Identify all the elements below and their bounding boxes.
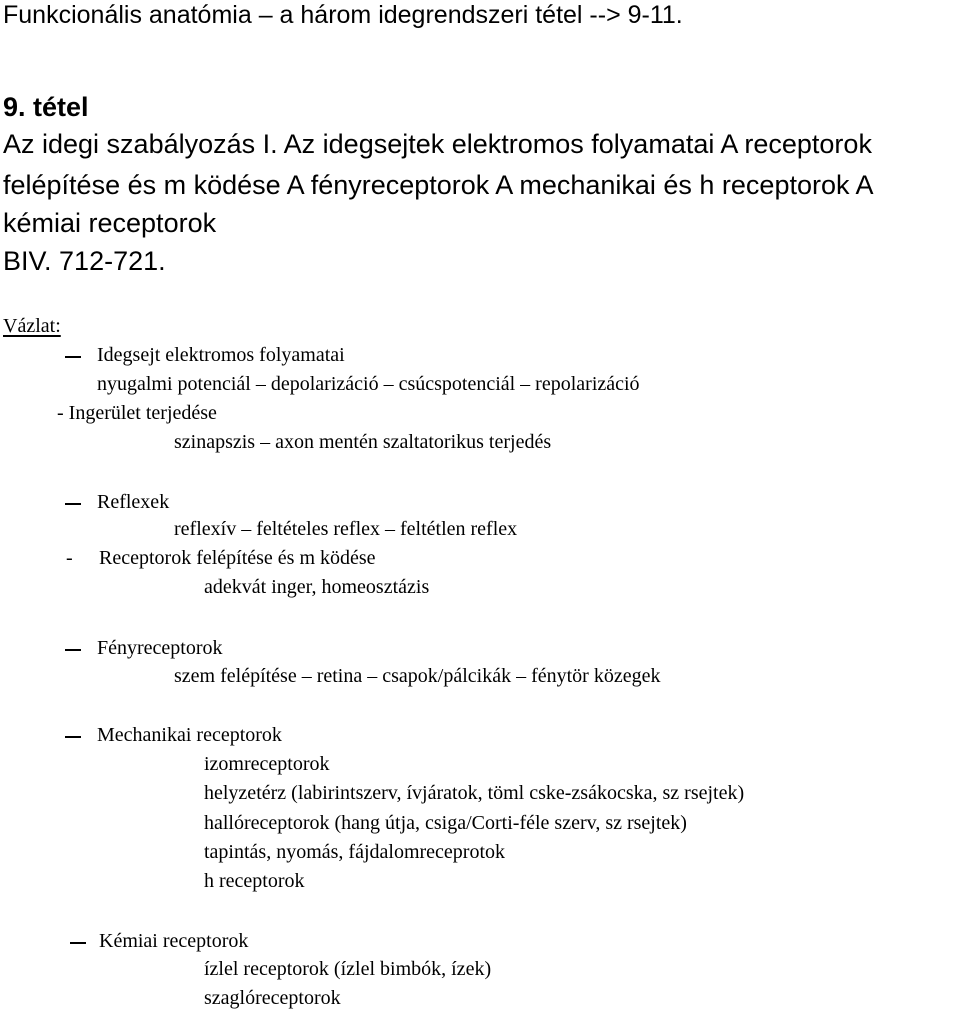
outline-item-title: Mechanikai receptorok xyxy=(97,724,282,746)
bullet-dash xyxy=(65,736,81,738)
page-reference: BIV. 712-721. xyxy=(3,246,166,276)
outline-item-detail: reflexív – feltételes reflex – feltétlen reflex xyxy=(174,518,518,540)
outline-item-detail: helyzetérz (labirintszerv, ívjáratok, töml cske-zsákocska, sz rsejtek) xyxy=(204,782,745,804)
outline-item-title: Fényreceptorok xyxy=(97,637,223,659)
outline-label: Vázlat: xyxy=(3,315,61,337)
outline-item-detail: adekvát inger, homeosztázis xyxy=(204,576,430,598)
outline-item-detail: h receptorok xyxy=(204,870,305,892)
bullet-dash xyxy=(70,942,86,944)
document-header: Funkcionális anatómia – a három idegrendszeri tétel --> 9-11. xyxy=(3,1,683,29)
outline-item-title: Kémiai receptorok xyxy=(99,930,249,952)
outline-item-title: - Ingerület terjedése xyxy=(57,402,217,424)
bullet-dash xyxy=(65,356,81,358)
bullet-dash xyxy=(65,503,81,505)
outline-item-detail: szaglóreceptorok xyxy=(204,987,341,1009)
outline-item-detail: szem felépítése – retina – csapok/pálcikák – fénytör közegek xyxy=(174,665,661,687)
topic-line-3: kémiai receptorok xyxy=(3,208,217,238)
section-title: 9. tétel xyxy=(3,92,89,122)
outline-item-prefix: - xyxy=(66,547,73,569)
outline-item-detail: szinapszis – axon mentén szaltatorikus terjedés xyxy=(174,431,552,453)
outline-item-title: Reflexek xyxy=(97,491,170,513)
outline-item-detail: tapintás, nyomás, fájdalomreceprotok xyxy=(204,841,506,863)
topic-line-2: felépítése és m ködése A fényreceptorok A mechanikai és h receptorok A xyxy=(3,170,874,200)
outline-item-detail: izomreceptorok xyxy=(204,753,330,775)
outline-item-detail: ízlel receptorok (ízlel bimbók, ízek) xyxy=(204,958,492,980)
outline-item-detail: hallóreceptorok (hang útja, csiga/Corti-féle szerv, sz rsejtek) xyxy=(204,812,687,834)
outline-item-title: Idegsejt elektromos folyamatai xyxy=(97,344,345,366)
topic-line-1: Az idegi szabályozás I. Az idegsejtek elektromos folyamatai A receptorok xyxy=(3,129,872,159)
outline-item-detail: nyugalmi potenciál – depolarizáció – csúcspotenciál – repolarizáció xyxy=(97,373,640,395)
outline-item-title: Receptorok felépítése és m ködése xyxy=(99,547,376,569)
bullet-dash xyxy=(65,649,81,651)
